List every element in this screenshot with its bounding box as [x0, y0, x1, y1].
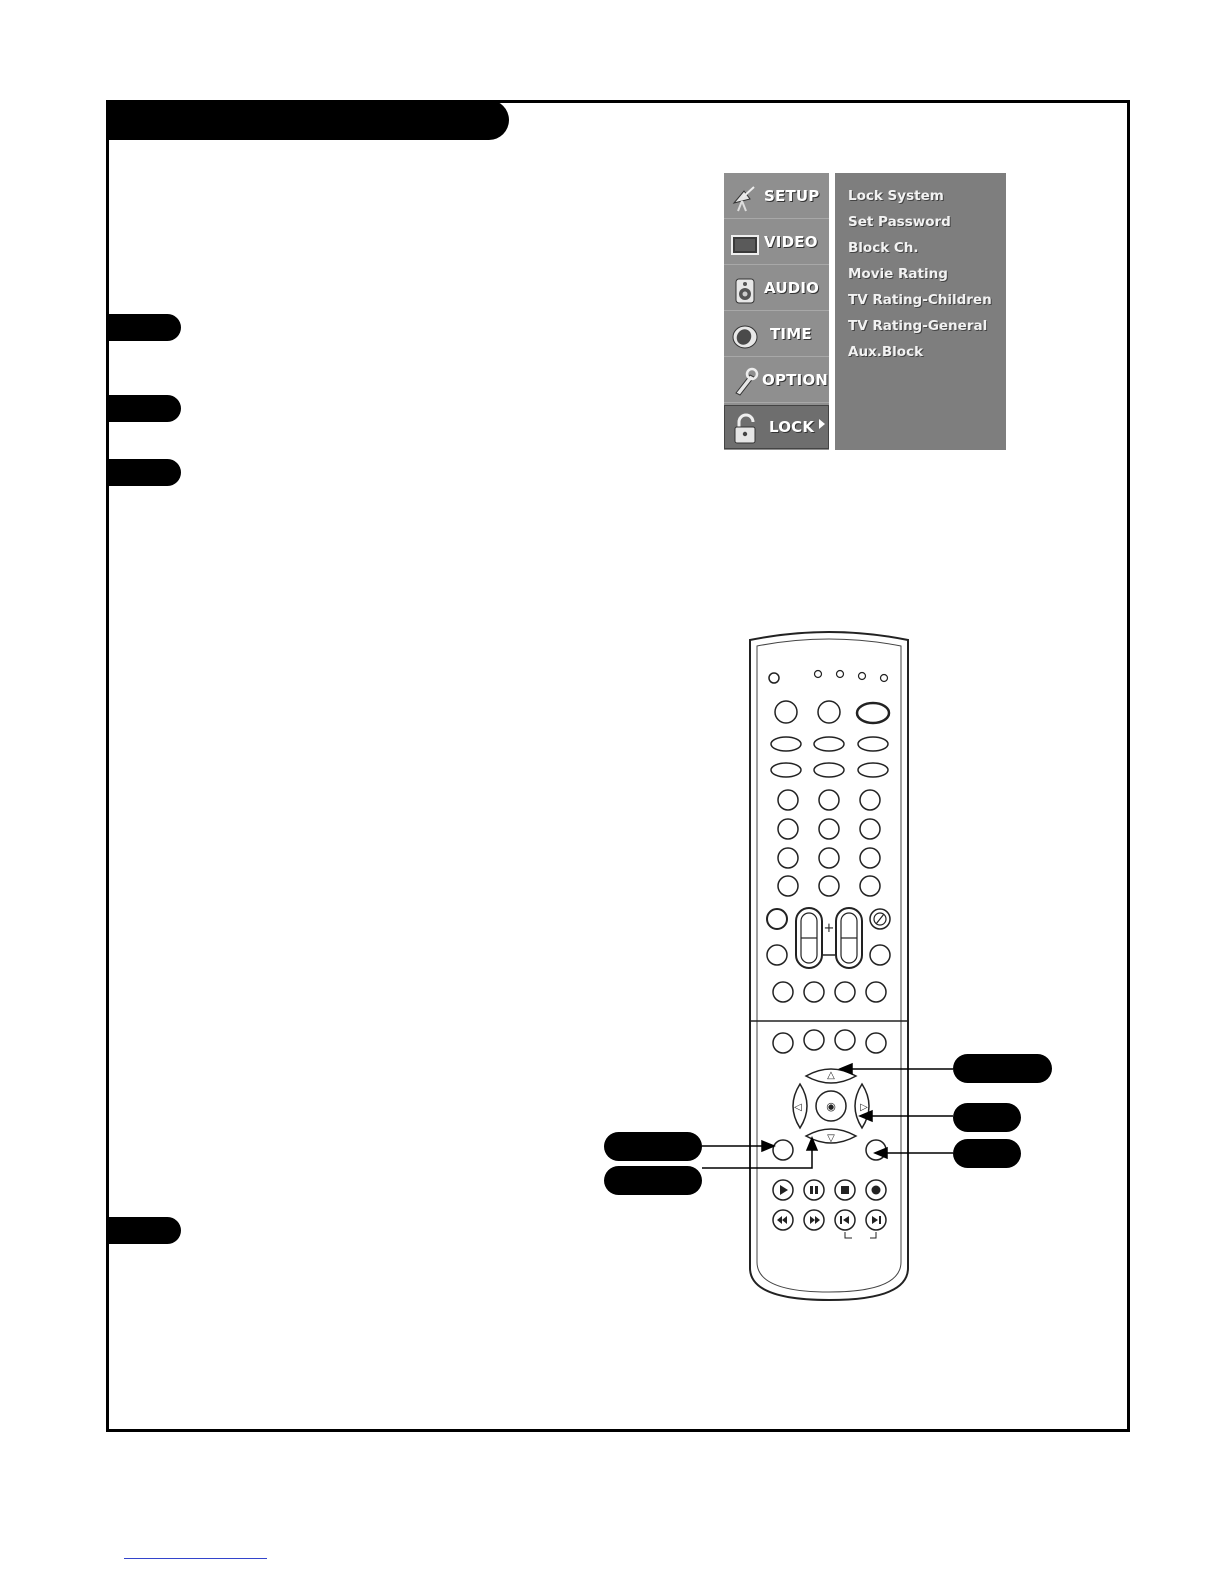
osd-option-tv-rating-children[interactable]: TV Rating-Children: [848, 292, 992, 308]
wrench-icon: [730, 365, 760, 397]
speaker-icon: [730, 273, 760, 305]
osd-category-label: LOCK: [769, 418, 815, 436]
up-arrow-icon: △: [827, 1070, 835, 1081]
osd-category-label: OPTION: [762, 371, 829, 389]
footer-rule: [124, 1558, 267, 1559]
osd-option-tv-rating-general[interactable]: TV Rating-General: [848, 318, 988, 334]
plus-label: +: [823, 921, 835, 936]
record-icon: [872, 1186, 881, 1195]
osd-option-set-password[interactable]: Set Password: [848, 214, 951, 230]
step-marker-3: [106, 459, 181, 486]
menu-button[interactable]: [773, 1140, 793, 1160]
satellite-dish-icon: [730, 181, 760, 213]
clock-icon: [730, 319, 760, 351]
step-marker-4: [106, 1217, 181, 1244]
left-arrow-icon: ◁: [794, 1102, 802, 1113]
osd-category-label: AUDIO: [764, 279, 820, 297]
remote-button[interactable]: [767, 945, 787, 965]
remote-control-illustration: [590, 626, 1060, 1306]
osd-category-panel: [724, 173, 829, 450]
osd-option-aux-block[interactable]: Aux.Block: [848, 344, 924, 360]
power-button[interactable]: [857, 703, 889, 723]
channel-rocker[interactable]: [836, 908, 862, 968]
osd-category-label: VIDEO: [764, 233, 818, 251]
osd-category-label: TIME: [770, 325, 812, 343]
step-marker-2: [106, 395, 181, 422]
volume-rocker[interactable]: [796, 908, 822, 968]
padlock-icon: [731, 412, 761, 446]
section-header-tab: [106, 100, 509, 140]
submenu-arrow-icon: [819, 419, 825, 429]
callout-label-up: [953, 1054, 1052, 1083]
remote-button[interactable]: [775, 701, 797, 723]
callout-label-exit: [953, 1139, 1021, 1168]
stop-icon: [841, 1186, 849, 1194]
step-marker-1: [106, 314, 181, 341]
osd-category-audio[interactable]: [724, 267, 829, 311]
enter-icon: ◉: [826, 1100, 836, 1113]
osd-option-block-ch[interactable]: Block Ch.: [848, 240, 919, 256]
osd-category-lock[interactable]: [724, 405, 829, 449]
osd-category-option[interactable]: [724, 359, 829, 403]
osd-category-setup[interactable]: [724, 175, 829, 219]
callout-label-right: [953, 1103, 1021, 1132]
osd-category-video[interactable]: [724, 221, 829, 265]
remote-button[interactable]: [870, 945, 890, 965]
callout-label-down: [604, 1166, 702, 1195]
osd-option-movie-rating[interactable]: Movie Rating: [848, 266, 948, 282]
right-arrow-icon: ▷: [860, 1102, 868, 1113]
osd-menu: [724, 173, 1006, 450]
callout-label-menu: [604, 1132, 702, 1161]
remote-button[interactable]: [818, 701, 840, 723]
tv-screen-icon: [730, 227, 760, 259]
remote-button[interactable]: [767, 909, 787, 929]
osd-option-lock-system[interactable]: Lock System: [848, 188, 944, 204]
osd-category-time[interactable]: [724, 313, 829, 357]
osd-category-label: SETUP: [764, 187, 820, 205]
down-arrow-icon: ▽: [827, 1133, 835, 1144]
